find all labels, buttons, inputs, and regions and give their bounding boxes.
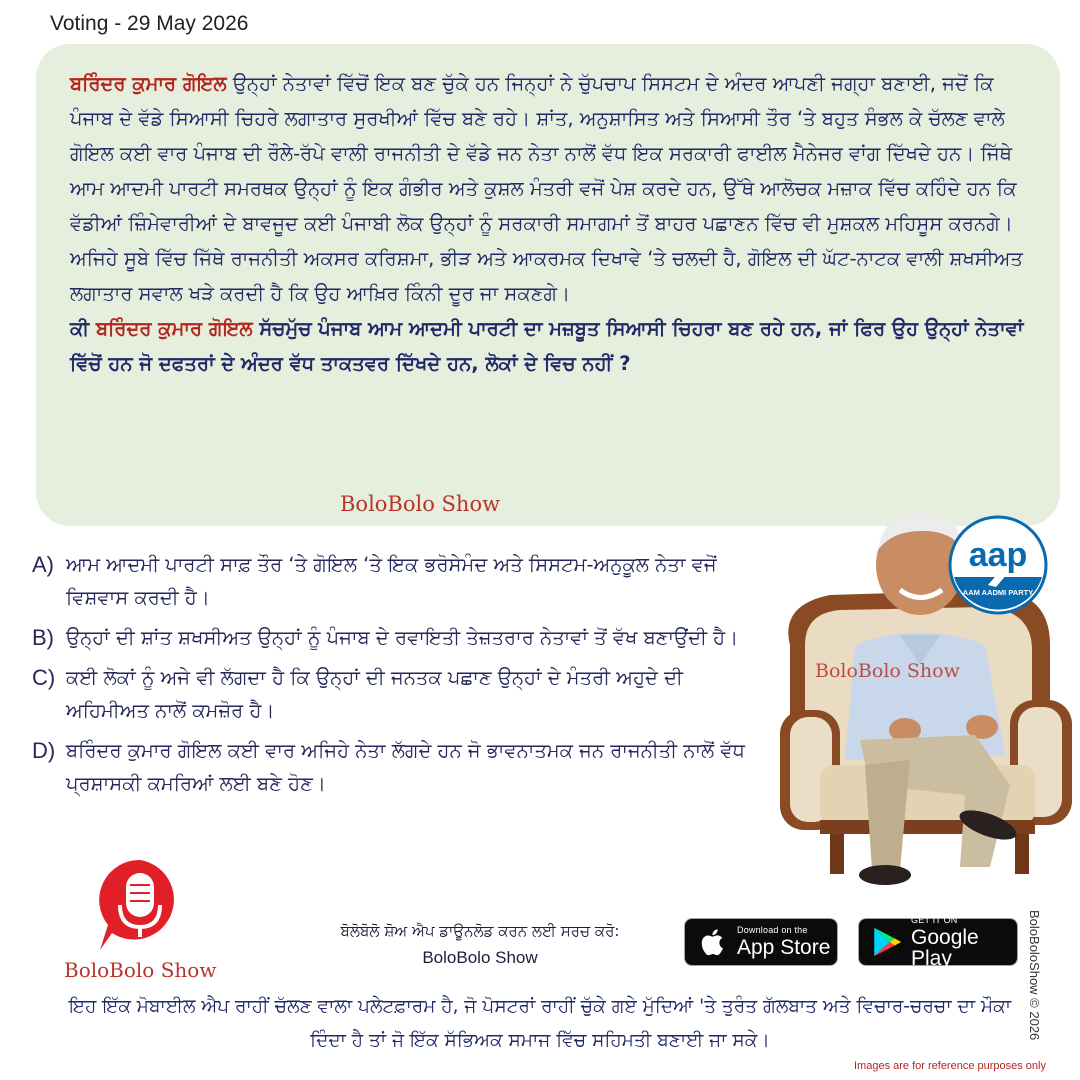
- app-store-button[interactable]: [684, 918, 838, 966]
- portrait-watermark: BoloBolo Show: [815, 660, 960, 682]
- intro-text: ਉਨ੍ਹਾਂ ਨੇਤਾਵਾਂ ਵਿੱਚੋਂ ਇਕ ਬਣ ਚੁੱਕੇ ਹਨ ਜਿਨ੍ਹਾਂ ਨੇ ਚੁੱਪਚਾਪ ਸਿਸਟਮ ਦੇ ਅੰਦਰ ਆਪਣੀ ਜਗ੍ਹਾ ਬਣਾਈ, ਜਦੋਂ ਕਿ ਪੰਜਾਬ ਦੇ ਵੱਡੇ ਸਿਆਸੀ ਚਿਹਰੇ ਲਗਾਤਾਰ ਸੁਰਖੀਆਂ ਵਿੱਚ ਬਣੇ ਰਹੇ। ਸ਼ਾਂਤ, ਅਨੁਸ਼ਾਸਿਤ ਅਤੇ ਸਿਆਸੀ ਤੌਰ ‘ਤੇ ਬਹੁਤ ਸੰਭਲ ਕੇ ਚੱਲਣ ਵਾਲੇ ਗੋਇਲ ਕਈ ਵਾਰ ਪੰਜਾਬ ਦੀ ਰੌਲੇ-ਰੱਪੇ ਵਾਲੀ ਰਾਜਨੀਤੀ ਦੇ ਵੱਡੇ ਜਨ ਨੇਤਾ ਨਾਲੋਂ ਵੱਧ ਇਕ ਸਰਕਾਰੀ ਫਾਈਲ ਮੈਨੇਜਰ ਵਾਂਗ ਦਿੱਖਦੇ ਹਨ। ਜਿੱਥੇ ਆਮ ਆਦਮੀ ਪਾਰਟੀ ਸਮਰਥਕ ਉਨ੍ਹਾਂ ਨੂੰ ਇਕ ਗੰਭੀਰ ਅਤੇ ਕੁਸ਼ਲ ਮੰਤਰੀ ਵਜੋਂ ਪੇਸ਼ ਕਰਦੇ ਹਨ, ਉੱਥੇ ਆਲੋਚਕ ਮਜ਼ਾਕ ਵਿੱਚ ਕਹਿੰਦੇ ਹਨ ਕਿ ਵੱਡੀਆਂ ਜ਼ਿੰਮੇਵਾਰੀਆਂ ਦੇ ਬਾਵਜੂਦ ਕਈ ਪੰਜਾਬੀ ਲੋਕ ਉਨ੍ਹਾਂ ਨੂੰ ਸਰਕਾਰੀ ਸਮਾਗਮਾਂ ਤੋਂ ਬਾਹਰ ਪਛਾਣਨ ਵਿੱਚ ਵੀ ਮੁਸ਼ਕਲ ਮਹਿਸੂਸ ਕਰਨਗੇ। ਅਜਿਹੇ ਸੂਬੇ ਵਿੱਚ ਜਿੱਥੇ ਰਾਜਨੀਤੀ ਅਕਸਰ ਕਰਿਸ਼ਮਾ, ਭੀੜ ਅਤੇ ਆਕਰਮਕ ਦਿਖਾਵੇ ‘ਤੇ ਚਲਦੀ ਹੈ, ਗੋਇਲ ਦੀ ਘੱਟ-ਨਾਟਕ ਵਾਲੀ ਸ਼ਖਸੀਅਤ ਲਗਾਤਾਰ ਸਵਾਲ ਖੜੇ ਕਰਦੀ ਹੈ ਕਿ ਉਹ ਆਖ਼ਿਰ ਕਿੰਨੀ ਦੂਰ ਜਾ ਸਕਣਗੇ।: [70, 72, 1023, 305]
- app-store-small-label: Download on the: [737, 925, 808, 935]
- party-logo-caption: AAM AADMI PARTY: [962, 588, 1034, 597]
- question-text: ਸੱਚਮੁੱਚ ਪੰਜਾਬ ਆਮ ਆਦਮੀ ਪਾਰਟੀ ਦਾ ਮਜ਼ਬੂਤ ਸਿਆਸੀ ਚਿਹਰਾ ਬਣ ਰਹੇ ਹਨ, ਜਾਂ ਫਿਰ ਉਹ ਉਨ੍ਹਾਂ ਨੇਤਾਵਾਂ ਵਿੱਚੋਂ ਹਨ ਜੋ ਦਫਤਰਾਂ ਦੇ ਅੰਦਰ ਵੱਧ ਤਾਕਤਵਰ ਦਿੱਖਦੇ ਹਨ, ਲੋਕਾਂ ਦੇ ਵਿਚ ਨਹੀਂ ?: [70, 317, 1024, 375]
- google-play-small-label: GET IT ON: [911, 914, 958, 925]
- app-store-label: App Store: [737, 936, 831, 959]
- option-letter: A): [32, 552, 54, 577]
- politician-name: ਬਰਿੰਦਰ ਕੁਮਾਰ ਗੋਇਲ: [70, 72, 227, 95]
- panel-watermark: BoloBolo Show: [340, 492, 501, 516]
- option-d[interactable]: [32, 734, 752, 800]
- copyright-credit: BoloBoloShow © 2026: [1027, 910, 1042, 1041]
- option-text: ਬਰਿੰਦਰ ਕੁਮਾਰ ਗੋਇਲ ਕਈ ਵਾਰ ਅਜਿਹੇ ਨੇਤਾ ਲੱਗਦੇ ਹਨ ਜੋ ਭਾਵਨਾਤਮਕ ਜਨ ਰਾਜਨੀਤੀ ਨਾਲੋਂ ਵੱਧ ਪ੍ਰਸ਼ਾਸਕੀ ਕਮਰਿਆਂ ਲਈ ਬਣੇ ਹੋਣ।: [66, 739, 745, 795]
- poll-options: [32, 548, 752, 807]
- option-letter: C): [32, 665, 56, 690]
- party-logo-word: aap: [968, 536, 1028, 574]
- app-search-term: BoloBolo Show: [422, 948, 538, 967]
- question-lead: ਕੀ: [70, 317, 96, 340]
- brand-name: BoloBolo Show: [64, 958, 217, 982]
- question-panel: [36, 44, 1060, 526]
- google-play-label: Google Play: [911, 925, 979, 970]
- option-c[interactable]: [32, 661, 752, 727]
- microphone-icon: [90, 855, 190, 955]
- option-b[interactable]: [32, 621, 752, 654]
- google-play-icon: [869, 925, 905, 959]
- poll-question: [70, 311, 1034, 381]
- question-politician-name: ਬਰਿੰਦਰ ਕੁਮਾਰ ਗੋਇਲ: [95, 317, 253, 340]
- image-disclaimer: Images are for reference purposes only: [854, 1060, 1046, 1072]
- google-play-button[interactable]: [858, 914, 1018, 970]
- app-search-prompt: ਬੋਲੋਬੋਲੋ ਸ਼ੋਅ ਐਪ ਡਾਊਨਲੋਡ ਕਰਨ ਲਈ ਸਰਚ ਕਰੋ:: [340, 922, 620, 940]
- option-text: ਉਨ੍ਹਾਂ ਦੀ ਸ਼ਾਂਤ ਸ਼ਖਸੀਅਤ ਉਨ੍ਹਾਂ ਨੂੰ ਪੰਜਾਬ ਦੇ ਰਵਾਇਤੀ ਤੇਜ਼ਤਰਾਰ ਨੇਤਾਵਾਂ ਤੋਂ ਵੱਖ ਬਣਾਉਂਦੀ ਹੈ।: [66, 626, 739, 649]
- option-letter: D): [32, 738, 56, 763]
- post-date: Voting - 29 May 2026: [50, 12, 249, 35]
- apple-icon: [695, 925, 731, 959]
- option-a[interactable]: [32, 548, 752, 614]
- option-text: ਕਈ ਲੋਕਾਂ ਨੂੰ ਅਜੇ ਵੀ ਲੱਗਦਾ ਹੈ ਕਿ ਉਨ੍ਹਾਂ ਦੀ ਜਨਤਕ ਪਛਾਣ ਉਨ੍ਹਾਂ ਦੇ ਮੰਤਰੀ ਅਹੁਦੇ ਦੀ ਅਹਿਮੀਅਤ ਨਾਲੋਂ ਕਮਜ਼ੋਰ ਹੈ।: [66, 666, 683, 722]
- option-letter: B): [32, 625, 54, 650]
- intro-paragraph: [70, 66, 1034, 311]
- footer-description: ਇਹ ਇੱਕ ਮੋਬਾਈਲ ਐਪ ਰਾਹੀਂ ਚੱਲਣ ਵਾਲਾ ਪਲੇਟਫ਼ਾਰਮ ਹੈ, ਜੋ ਪੋਸਟਰਾਂ ਰਾਹੀਂ ਚੁੱਕੇ ਗਏ ਮੁੱਦਿਆਂ 'ਤੇ ਤੁਰੰਤ ਗੱਲਬਾਤ ਅਤੇ ਵਿਚਾਰ-ਚਰਚਾ ਦਾ ਮੌਕਾ ਦਿੰਦਾ ਹੈ ਤਾਂ ਜੋ ਇੱਕ ਸੱਭਿਅਕ ਸਮਾਜ ਵਿੱਚ ਸਹਿਮਤੀ ਬਣਾਈ ਜਾ ਸਕੇ।: [68, 996, 1012, 1051]
- option-text: ਆਮ ਆਦਮੀ ਪਾਰਟੀ ਸਾਫ਼ ਤੌਰ ‘ਤੇ ਗੋਇਲ ‘ਤੇ ਇਕ ਭਰੋਸੇਮੰਦ ਅਤੇ ਸਿਸਟਮ-ਅਨੁਕੂਲ ਨੇਤਾ ਵਜੋਂ ਵਿਸ਼ਵਾਸ ਕਰਦੀ ਹੈ।: [66, 553, 717, 609]
